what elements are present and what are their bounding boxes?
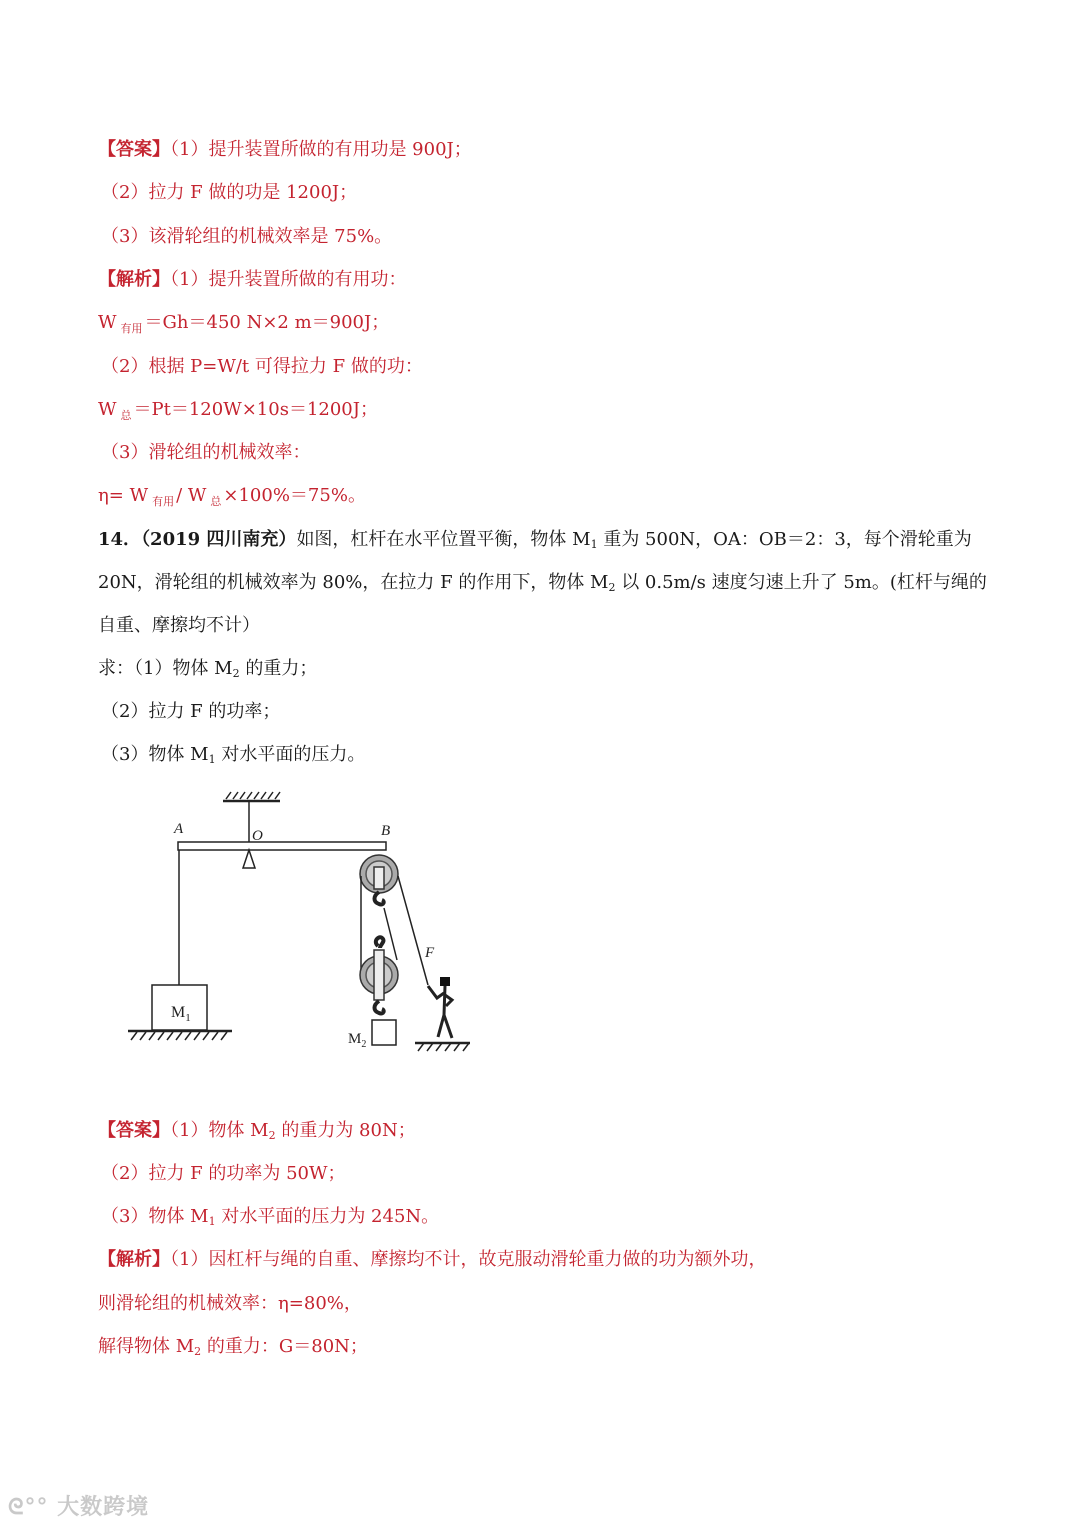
label-m1: M	[171, 1004, 186, 1021]
movable-pulley	[360, 937, 398, 1013]
subscript: 总	[120, 409, 132, 422]
person-icon	[428, 977, 452, 1038]
ground-right	[415, 1043, 470, 1051]
rope-middle	[384, 908, 397, 960]
subscript: 1	[208, 1215, 216, 1228]
text: （3）物体 M	[101, 744, 209, 765]
text: 求：（1）物体 M	[98, 658, 233, 679]
prev-answer-line-2: （2）拉力 F 做的功是 1200J；	[101, 182, 358, 203]
watermark-logo-icon: ᘓ°°	[8, 1495, 58, 1520]
subscript: 有用	[152, 495, 175, 508]
label-b: B	[381, 823, 391, 839]
svg-text:M2	[348, 1031, 366, 1050]
rope-pull	[398, 876, 428, 985]
label-f: F	[425, 945, 435, 961]
prev-analysis-line-2: （2）根据 P=W/t 可得拉力 F 做的功：	[101, 356, 423, 377]
text: W	[98, 312, 117, 333]
question-ask-2: （2）拉力 F 的功率；	[101, 701, 281, 722]
text: 的重力：G＝80N；	[201, 1336, 368, 1357]
label-m2-sub: 2	[361, 1039, 367, 1050]
text: / W	[176, 485, 207, 506]
label-o: O	[252, 828, 263, 844]
text: η= W	[98, 485, 149, 506]
question-number: 14．	[98, 529, 142, 550]
analysis-tag: 【解析】	[98, 1249, 170, 1270]
fixed-pulley	[360, 855, 398, 904]
question-source: （2019 四川南充）	[141, 529, 297, 550]
text: W	[98, 399, 117, 420]
subscript: 总	[210, 495, 222, 508]
answer-line-2: （2）拉力 F 的功率为 50W；	[101, 1163, 346, 1184]
answer-tag: 【答案】	[98, 139, 170, 160]
question-line-3: 自重、摩擦均不计）	[98, 615, 260, 636]
text: ＝Pt＝120W×10s＝1200J；	[133, 399, 378, 420]
answer-tag: 【答案】	[98, 1120, 170, 1141]
text: （1）提升装置所做的有用功：	[170, 269, 407, 290]
block-m2	[348, 1020, 396, 1050]
prev-analysis-line-3: （3）滑轮组的机械效率：	[101, 442, 311, 463]
text: 20N，滑轮组的机械效率为 80%，在拉力 F 的作用下，物体 M	[98, 572, 609, 593]
answer-line-3	[101, 1206, 439, 1233]
label-a: A	[174, 821, 184, 837]
text: ×100%＝75%。	[223, 485, 366, 506]
analysis-tag: 【解析】	[98, 269, 170, 290]
text: （1）提升装置所做的有用功是 900J；	[170, 139, 472, 160]
answer-line-1	[98, 1120, 416, 1147]
text: （1）物体 M	[170, 1120, 269, 1141]
subscript: 2	[608, 581, 616, 594]
subscript: 2	[268, 1129, 276, 1142]
watermark	[8, 1490, 149, 1521]
text: （3）物体 M	[101, 1206, 209, 1227]
text: 以 0.5m/s 速度匀速上升了 5m。(杠杆与绳的	[615, 572, 987, 593]
text: 解得物体 M	[98, 1336, 195, 1357]
label-m1-sub: 1	[185, 1012, 191, 1024]
text: 对水平面的压力。	[215, 744, 366, 765]
watermark-text: 大数跨境	[57, 1495, 150, 1520]
subscript: 2	[232, 667, 240, 680]
analysis-line-1	[98, 1249, 766, 1271]
text: ＝Gh＝450 N×2 m＝900J；	[144, 312, 390, 333]
text: 如图，杠杆在水平位置平衡，物体 M	[296, 529, 591, 550]
text: 的重力；	[239, 658, 318, 679]
lever-bar	[178, 842, 386, 850]
label-m2: M	[348, 1031, 362, 1047]
text: （1）因杠杆与绳的自重、摩擦均不计，故克服动滑轮重力做的功为额外功，	[170, 1249, 767, 1270]
block-m1	[152, 985, 207, 1030]
subscript: 1	[208, 753, 216, 766]
analysis-line-2: 则滑轮组的机械效率：η=80%，	[98, 1293, 362, 1314]
analysis-line-3	[98, 1336, 368, 1363]
subscript: 2	[194, 1345, 202, 1358]
subscript: 1	[590, 538, 598, 551]
ground-left	[128, 1031, 232, 1040]
text: 的重力为 80N；	[275, 1120, 416, 1141]
text: 对水平面的压力为 245N。	[215, 1206, 440, 1227]
text: 重为 500N，OA：OB＝2：3，每个滑轮重为	[597, 529, 972, 550]
subscript: 有用	[120, 322, 143, 335]
fulcrum	[243, 850, 255, 868]
prev-answer-line-3: （3）该滑轮组的机械效率是 75%。	[101, 226, 393, 247]
